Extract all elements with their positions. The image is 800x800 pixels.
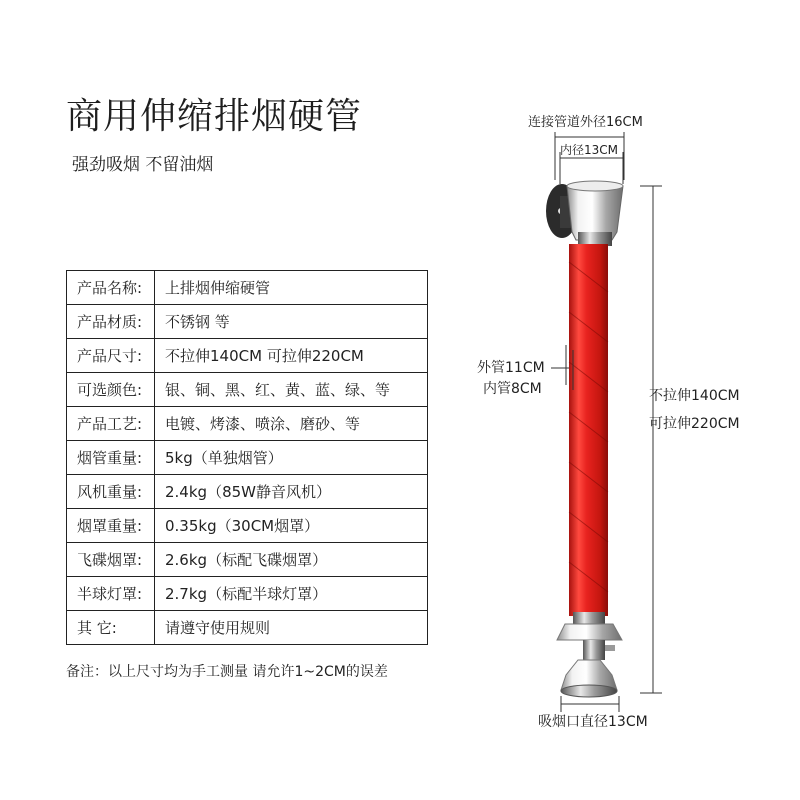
spec-key: 产品材质:	[67, 305, 155, 339]
spec-value: 银、铜、黑、红、黄、蓝、绿、等	[155, 373, 428, 407]
label-inlet: 吸烟口直径13CM	[538, 714, 648, 730]
spec-key: 可选颜色:	[67, 373, 155, 407]
spec-key: 风机重量:	[67, 475, 155, 509]
spec-value: 不锈钢 等	[155, 305, 428, 339]
label-length-closed: 不拉伸140CM	[649, 388, 740, 404]
label-length-open: 可拉伸220CM	[649, 416, 740, 432]
spec-value: 电镀、烤漆、喷涂、磨砂、等	[155, 407, 428, 441]
label-inner-pipe: 内管8CM	[483, 381, 542, 397]
bottom-fitting-neck	[583, 640, 605, 660]
spec-key: 飞碟烟罩:	[67, 543, 155, 577]
red-pipe	[569, 244, 608, 616]
top-connector	[567, 186, 623, 240]
top-connector-rim	[567, 181, 623, 191]
spec-key: 产品尺寸:	[67, 339, 155, 373]
spec-value: 5kg（单独烟管）	[155, 441, 428, 475]
spec-key: 其 它:	[67, 611, 155, 645]
damper-knob	[605, 645, 615, 651]
top-collar	[578, 232, 612, 246]
spec-value: 2.6kg（标配飞碟烟罩）	[155, 543, 428, 577]
spec-value: 2.4kg（85W静音风机）	[155, 475, 428, 509]
spec-key: 产品名称:	[67, 271, 155, 305]
label-inner-connect: 内径13CM	[560, 143, 619, 157]
spec-key: 产品工艺:	[67, 407, 155, 441]
page-title: 商用伸缩排烟硬管	[66, 96, 363, 137]
page-subtitle: 强劲吸烟 不留油烟	[72, 155, 214, 175]
spec-value: 2.7kg（标配半球灯罩）	[155, 577, 428, 611]
measurement-note: 备注：以上尺寸均为手工测量 请允许1~2CM的误差	[66, 664, 388, 680]
bottom-fitting-upper	[557, 624, 622, 640]
spec-value: 0.35kg（30CM烟罩）	[155, 509, 428, 543]
label-outer-connect: 连接管道外径16CM	[528, 115, 643, 130]
bottom-collar	[573, 612, 605, 624]
spec-value: 上排烟伸缩硬管	[155, 271, 428, 305]
spec-value: 请遵守使用规则	[155, 611, 428, 645]
spec-key: 烟罩重量:	[67, 509, 155, 543]
spec-value: 不拉伸140CM 可拉伸220CM	[155, 339, 428, 373]
label-outer-pipe: 外管11CM	[477, 360, 545, 376]
spec-key: 半球灯罩:	[67, 577, 155, 611]
spec-key: 烟管重量:	[67, 441, 155, 475]
inlet-rim	[561, 685, 617, 697]
